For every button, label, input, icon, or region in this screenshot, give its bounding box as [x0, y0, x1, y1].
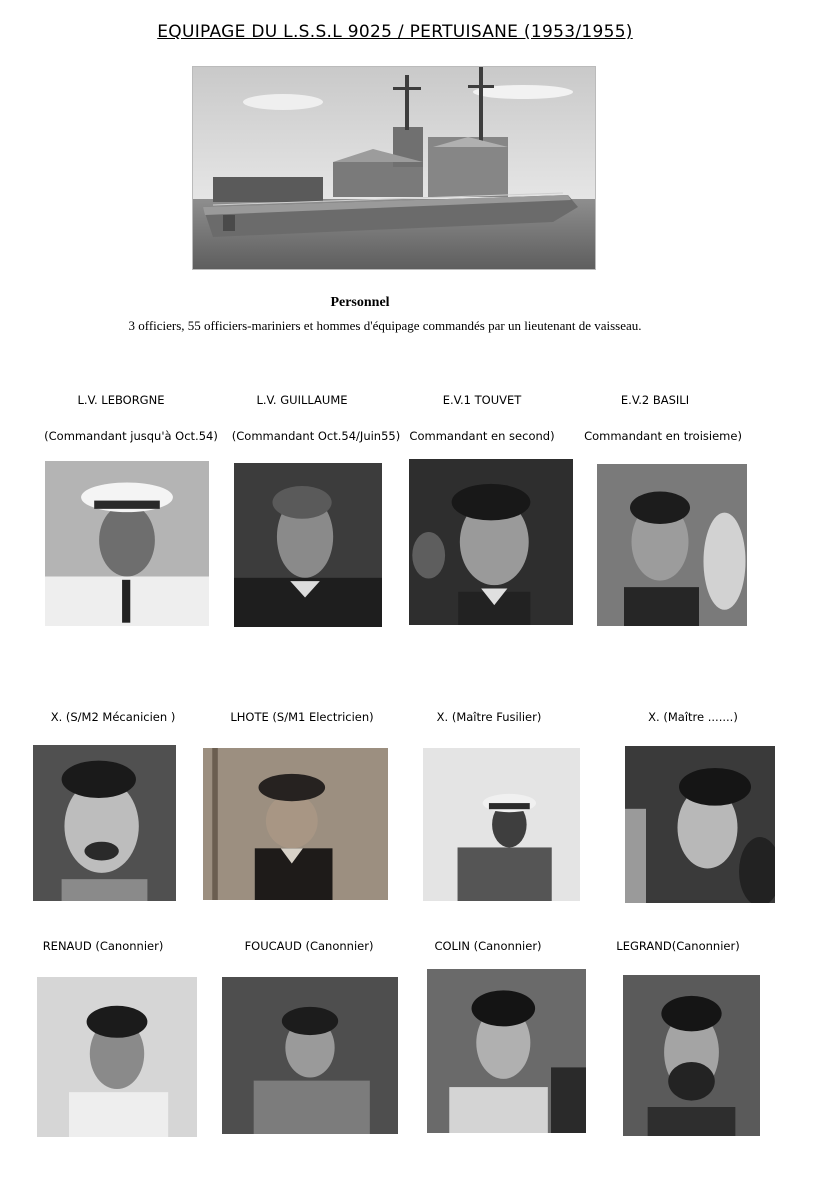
petty-officer-name-1: X. (S/M2 Mécanicien )	[50, 710, 176, 724]
officer-name-4: E.V.2 BASILI	[620, 393, 690, 407]
gunner-name-4: LEGRAND(Canonnier)	[616, 939, 740, 953]
portrait-mecanicien	[33, 745, 176, 901]
officer-role-3: Commandant en second)	[409, 429, 555, 443]
portrait-basili	[597, 464, 747, 626]
petty-officer-name-2: LHOTE (S/M1 Electricien)	[230, 710, 374, 724]
crew-description: 3 officiers, 55 officiers-mariniers et hommes d'équipage commandés par un lieutenant de vaisseau.	[128, 318, 642, 333]
portrait-legrand	[623, 975, 760, 1136]
page-title: EQUIPAGE DU L.S.S.L 9025 / PERTUISANE (1953/1955)	[157, 22, 633, 42]
officer-role-1: (Commandant jusqu'à Oct.54)	[44, 429, 218, 443]
ship-photo	[192, 66, 596, 270]
portrait-maitre	[625, 746, 775, 903]
petty-officer-name-3: X. (Maître Fusilier)	[436, 710, 542, 724]
portrait-lhote	[203, 748, 388, 900]
officer-name-3: E.V.1 TOUVET	[442, 393, 522, 407]
portrait-guillaume	[234, 463, 382, 627]
gunner-name-2: FOUCAUD (Canonnier)	[244, 939, 374, 953]
gunner-name-3: COLIN (Canonnier)	[434, 939, 542, 953]
portrait-fusilier	[423, 748, 580, 901]
officer-role-2: (Commandant Oct.54/Juin55)	[231, 429, 401, 443]
officer-role-4: Commandant en troisieme)	[584, 429, 742, 443]
portrait-touvet	[409, 459, 573, 625]
petty-officer-name-4: X. (Maître .......)	[648, 710, 738, 724]
portrait-renaud	[37, 977, 197, 1137]
section-heading: Personnel	[330, 295, 390, 310]
officer-name-1: L.V. LEBORGNE	[77, 393, 165, 407]
gunner-name-1: RENAUD (Canonnier)	[42, 939, 164, 953]
portrait-colin	[427, 969, 586, 1133]
officer-name-2: L.V. GUILLAUME	[256, 393, 348, 407]
portrait-foucaud	[222, 977, 398, 1134]
portrait-leborgne	[45, 461, 209, 626]
